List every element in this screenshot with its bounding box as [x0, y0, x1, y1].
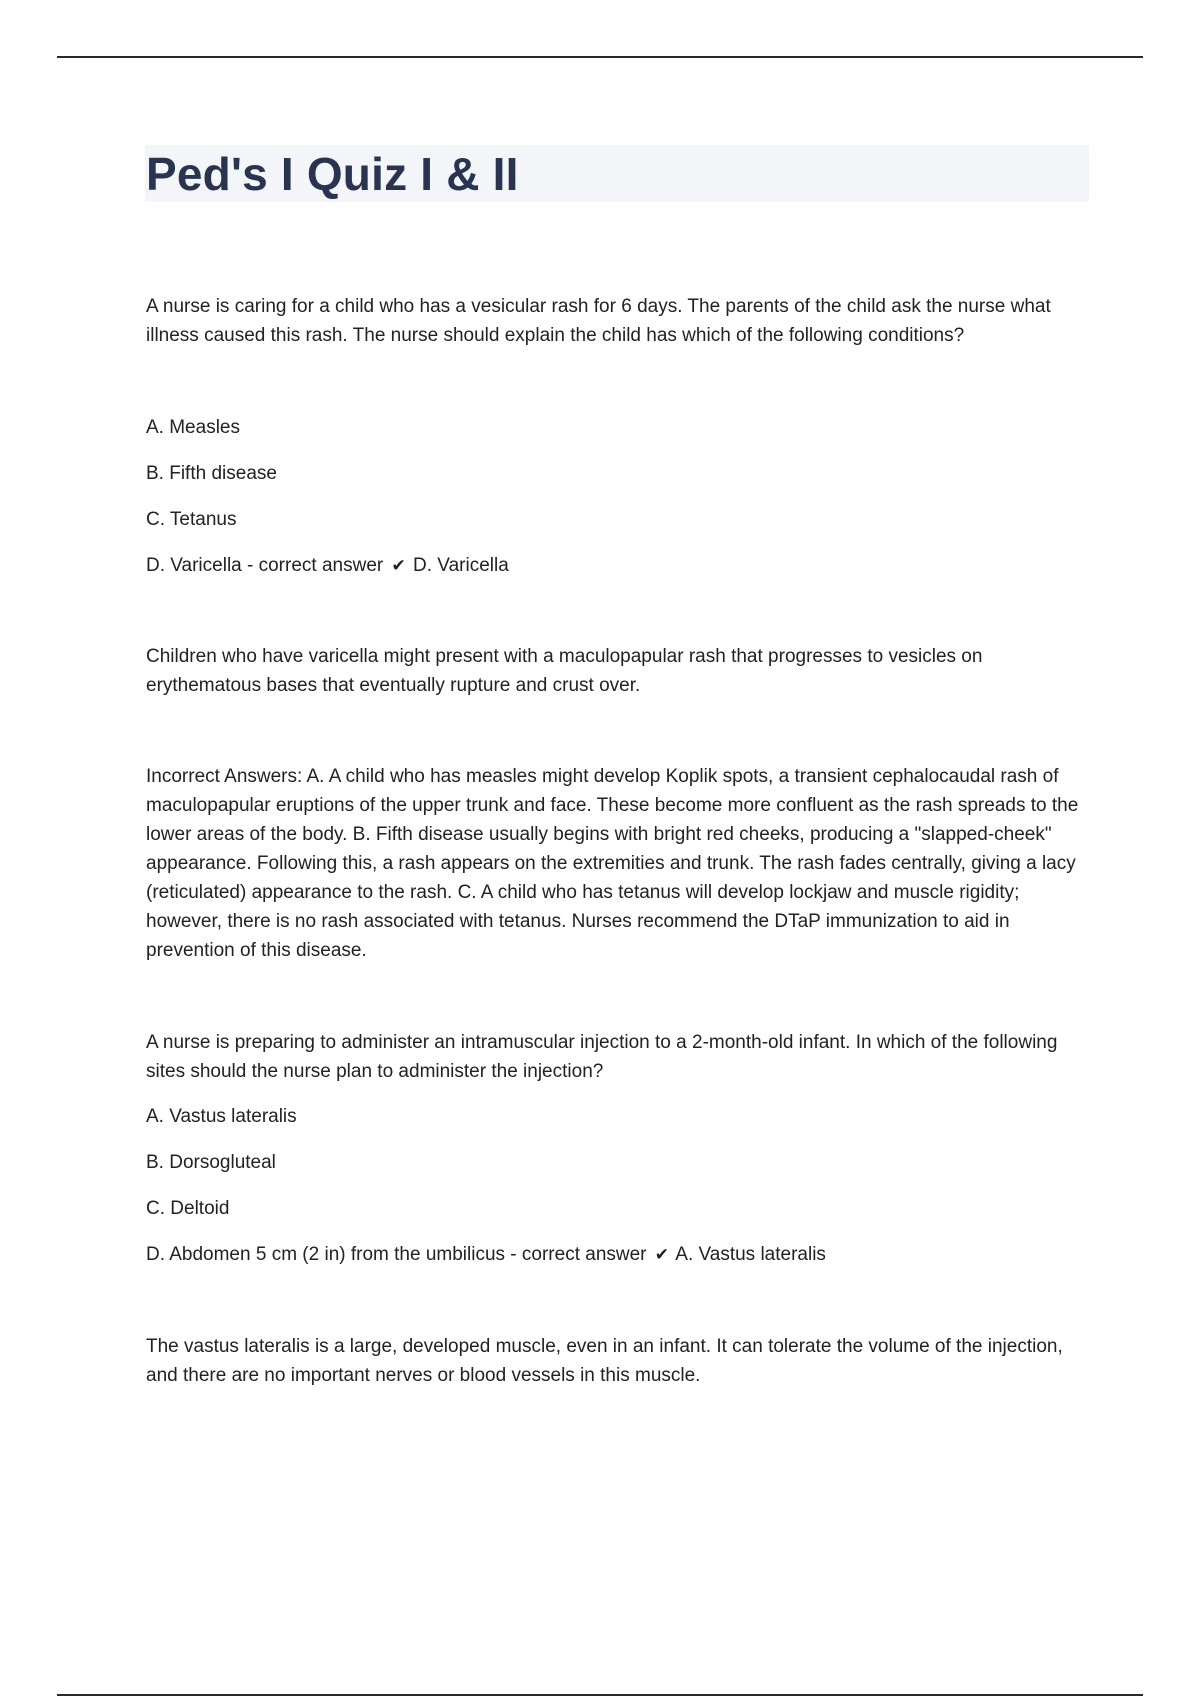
bottom-rule [57, 1694, 1143, 1696]
question-1-stem: A nurse is caring for a child who has a vesicular rash for 6 days. The parents of the child ask the nurse what illness caused this rash. The nurse should explain the child has which of the following conditions? [146, 296, 1051, 346]
question-1-answer: D. Varicella [413, 555, 509, 576]
checkmark-icon: ✔ [654, 1245, 670, 1264]
question-2-option-c: C. Deltoid [146, 1198, 230, 1219]
question-1-option-a: A. Measles [146, 417, 240, 438]
question-1-option-d [146, 551, 1086, 580]
question-2-rationale: The vastus lateralis is a large, developed muscle, even in an infant. It can tolerate the volume of the injection, and there are no important nerves or blood vessels in this muscle. [146, 1336, 1063, 1386]
top-rule [57, 56, 1143, 58]
question-2-stem: A nurse is preparing to administer an intramuscular injection to a 2-month-old infant. In which of the following sites should the nurse plan to administer the injection? [146, 1032, 1058, 1082]
question-1-incorrect-answers: Incorrect Answers: A. A child who has measles might develop Koplik spots, a transient cephalocaudal rash of maculopapular eruptions of the upper trunk and face. These become more confluent as the rash spreads to the lower areas of the body. B. Fifth disease usually begins with bright red cheeks, producing a "slapped-cheek" appearance. Following this, a rash appears on the extremities and trunk. The rash fades centrally, giving a lacy (reticulated) appearance to the rash. C. A child who has tetanus will develop lockjaw and muscle rigidity; however, there is no rash associated with tetanus. Nurses recommend the DTaP immunization to aid in prevention of this disease. [146, 766, 1079, 961]
question-1-option-b: B. Fifth disease [146, 463, 277, 484]
question-1-option-d-text: D. Varicella - correct answer [146, 555, 384, 576]
question-2-option-d-text: D. Abdomen 5 cm (2 in) from the umbilicus - correct answer [146, 1244, 647, 1265]
question-2-option-d [146, 1240, 1086, 1269]
document-body [146, 292, 1086, 1390]
page-title: Ped's I Quiz I & II [146, 148, 519, 200]
question-1-rationale: Children who have varicella might present with a maculopapular rash that progresses to vesicles on erythematous bases that eventually rupture and crust over. [146, 646, 983, 696]
question-2-option-b: B. Dorsogluteal [146, 1152, 276, 1173]
question-1-option-c: C. Tetanus [146, 509, 237, 530]
checkmark-icon: ✔ [391, 556, 406, 575]
question-2-answer: A. Vastus lateralis [675, 1244, 826, 1265]
question-2-option-a: A. Vastus lateralis [146, 1106, 297, 1127]
